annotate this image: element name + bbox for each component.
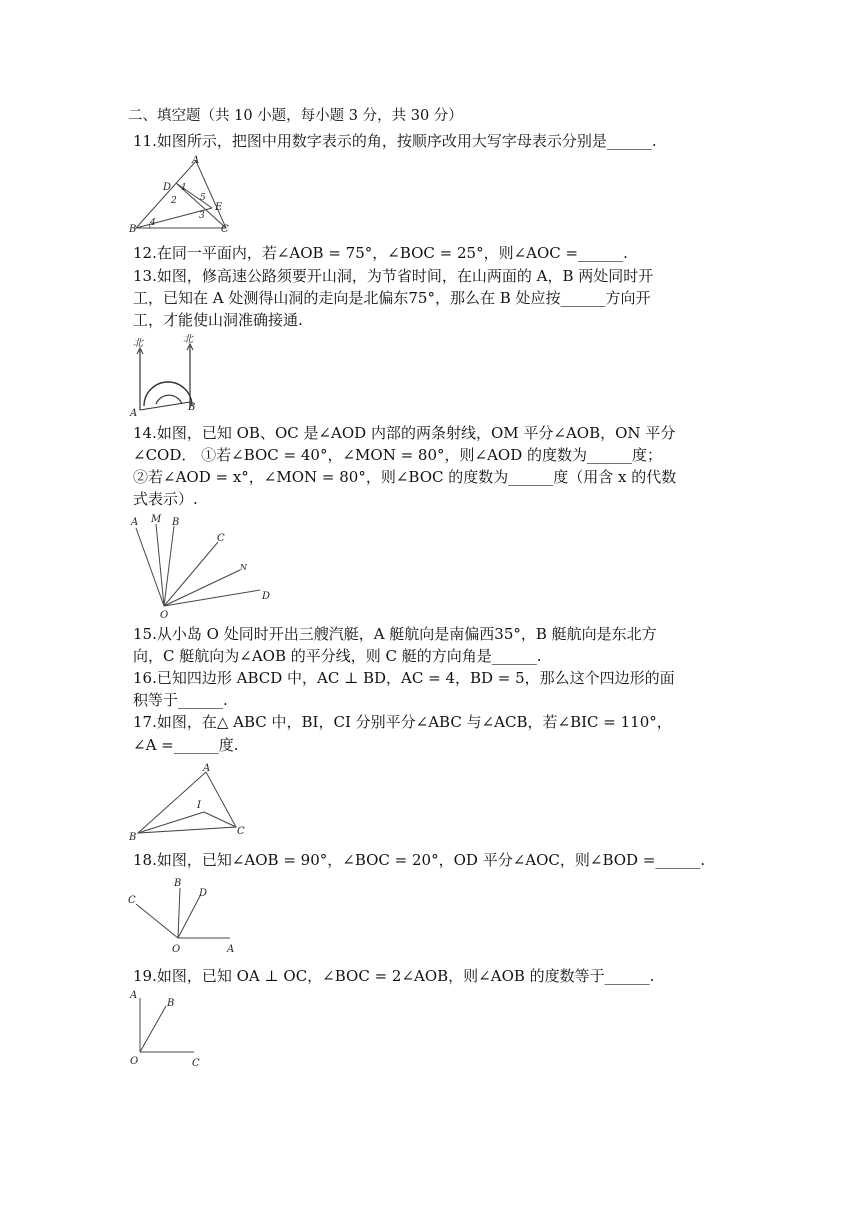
fig13-label-B: B (188, 402, 196, 413)
fig17-label-C: C (237, 826, 245, 837)
fig11-label-D: D (163, 182, 172, 193)
fig18-label-D: D (199, 888, 208, 899)
fig17-label-A: A (203, 763, 211, 774)
fig19-label-O: O (130, 1056, 139, 1067)
fig14-label-C: C (217, 533, 225, 544)
question-18-line-1: 18.如图，已知∠AOB = 90°，∠BOC = 20°，OD 平分∠AOC，则∠BOD =______. (133, 851, 706, 869)
fig19-label-B: B (167, 998, 175, 1009)
fig11-label-1: 1 (181, 183, 187, 193)
question-11-line-1: 11.如图所示，把图中用数字表示的角，按顺序改用大写字母表示分别是______. (133, 132, 657, 150)
question-16-line-1: 16.已知四边形 ABCD 中，AC ⊥ BD，AC = 4，BD = 5，那么这个四边形的面 (133, 669, 675, 687)
question-14-line-2: ∠COD． ①若∠BOC = 40°，∠MON = 80°，则∠AOD 的度数为______度； (133, 446, 663, 464)
fig14-label-O: O (160, 610, 169, 620)
fig11-label-5: 5 (200, 193, 206, 203)
question-13-line-3: 工，才能使山洞准确接通. (133, 311, 303, 329)
fig19-label-A: A (130, 990, 138, 1001)
question-12-line-1: 12.在同一平面内，若∠AOB = 75°，∠BOC = 25°，则∠AOC =______. (133, 244, 628, 262)
fig11-label-3: 3 (199, 211, 205, 221)
fig13-label-A: A (130, 408, 138, 418)
question-15-line-2: 向，C 艇航向为∠AOB 的平分线，则 C 艇的方向角是______. (133, 647, 542, 665)
fig11-label-C: C (221, 224, 229, 234)
question-14-line-1: 14.如图，已知 OB、OC 是∠AOD 内部的两条射线，OM 平分∠AOB，ON 平分 (133, 424, 676, 442)
question-17-line-2: ∠A =______度. (133, 736, 239, 754)
fig11-label-B: B (129, 224, 137, 234)
fig11-label-2: 2 (171, 196, 177, 206)
figure-13-tunnel (128, 332, 212, 418)
fig14-label-A: A (131, 517, 139, 528)
question-16-line-2: 积等于______. (133, 691, 228, 709)
fig19-label-C: C (192, 1058, 200, 1069)
question-19-line-1: 19.如图，已知 OA ⊥ OC，∠BOC = 2∠AOB，则∠AOB 的度数等于______. (133, 967, 655, 985)
figure-17-triangle (128, 760, 252, 844)
fig14-label-M: M (151, 514, 162, 525)
fig13-label-north-B: 北 (183, 334, 193, 345)
section-heading: 二、填空题（共 10 小题，每小题 3 分，共 30 分） (128, 108, 463, 124)
fig18-label-C: C (128, 895, 136, 906)
figure-18-rays (126, 874, 240, 958)
question-15-line-1: 15.从小岛 O 处同时开出三艘汽艇，A 艇航向是南偏西35°，B 艇航向是东北方 (133, 625, 657, 643)
fig18-label-B: B (174, 878, 182, 889)
fig18-label-A: A (227, 944, 235, 955)
question-14-line-4: 式表示）. (133, 490, 198, 508)
fig14-label-B: B (172, 517, 180, 528)
fig11-label-A: A (192, 155, 200, 166)
question-17-line-1: 17.如图，在△ ABC 中，BI，CI 分别平分∠ABC 与∠ACB，若∠BIC = 110°， (133, 713, 672, 731)
question-13-line-2: 工，已知在 A 处测得山洞的走向是北偏东75°，那么在 B 处应按______方向开 (133, 289, 651, 307)
fig11-label-4: 4 (150, 218, 156, 228)
figure-11-triangle (128, 152, 232, 234)
fig14-label-D: D (262, 591, 271, 602)
fig18-label-O: O (172, 944, 181, 955)
question-13-line-1: 13.如图，修高速公路须要开山洞，为节省时间，在山两面的 A，B 两处同时开 (133, 267, 654, 285)
fig13-label-north-A: 北 (133, 338, 143, 349)
figure-14-rays (128, 512, 278, 620)
fig11-label-E: E (215, 202, 223, 213)
fig14-label-N: N (240, 563, 247, 572)
fig17-label-B: B (129, 832, 137, 843)
fig17-label-I: I (197, 800, 201, 811)
figure-19-rays (126, 986, 210, 1070)
question-14-line-3: ②若∠AOD = x°，∠MON = 80°，则∠BOC 的度数为______度（用含 x 的代数 (133, 468, 677, 486)
